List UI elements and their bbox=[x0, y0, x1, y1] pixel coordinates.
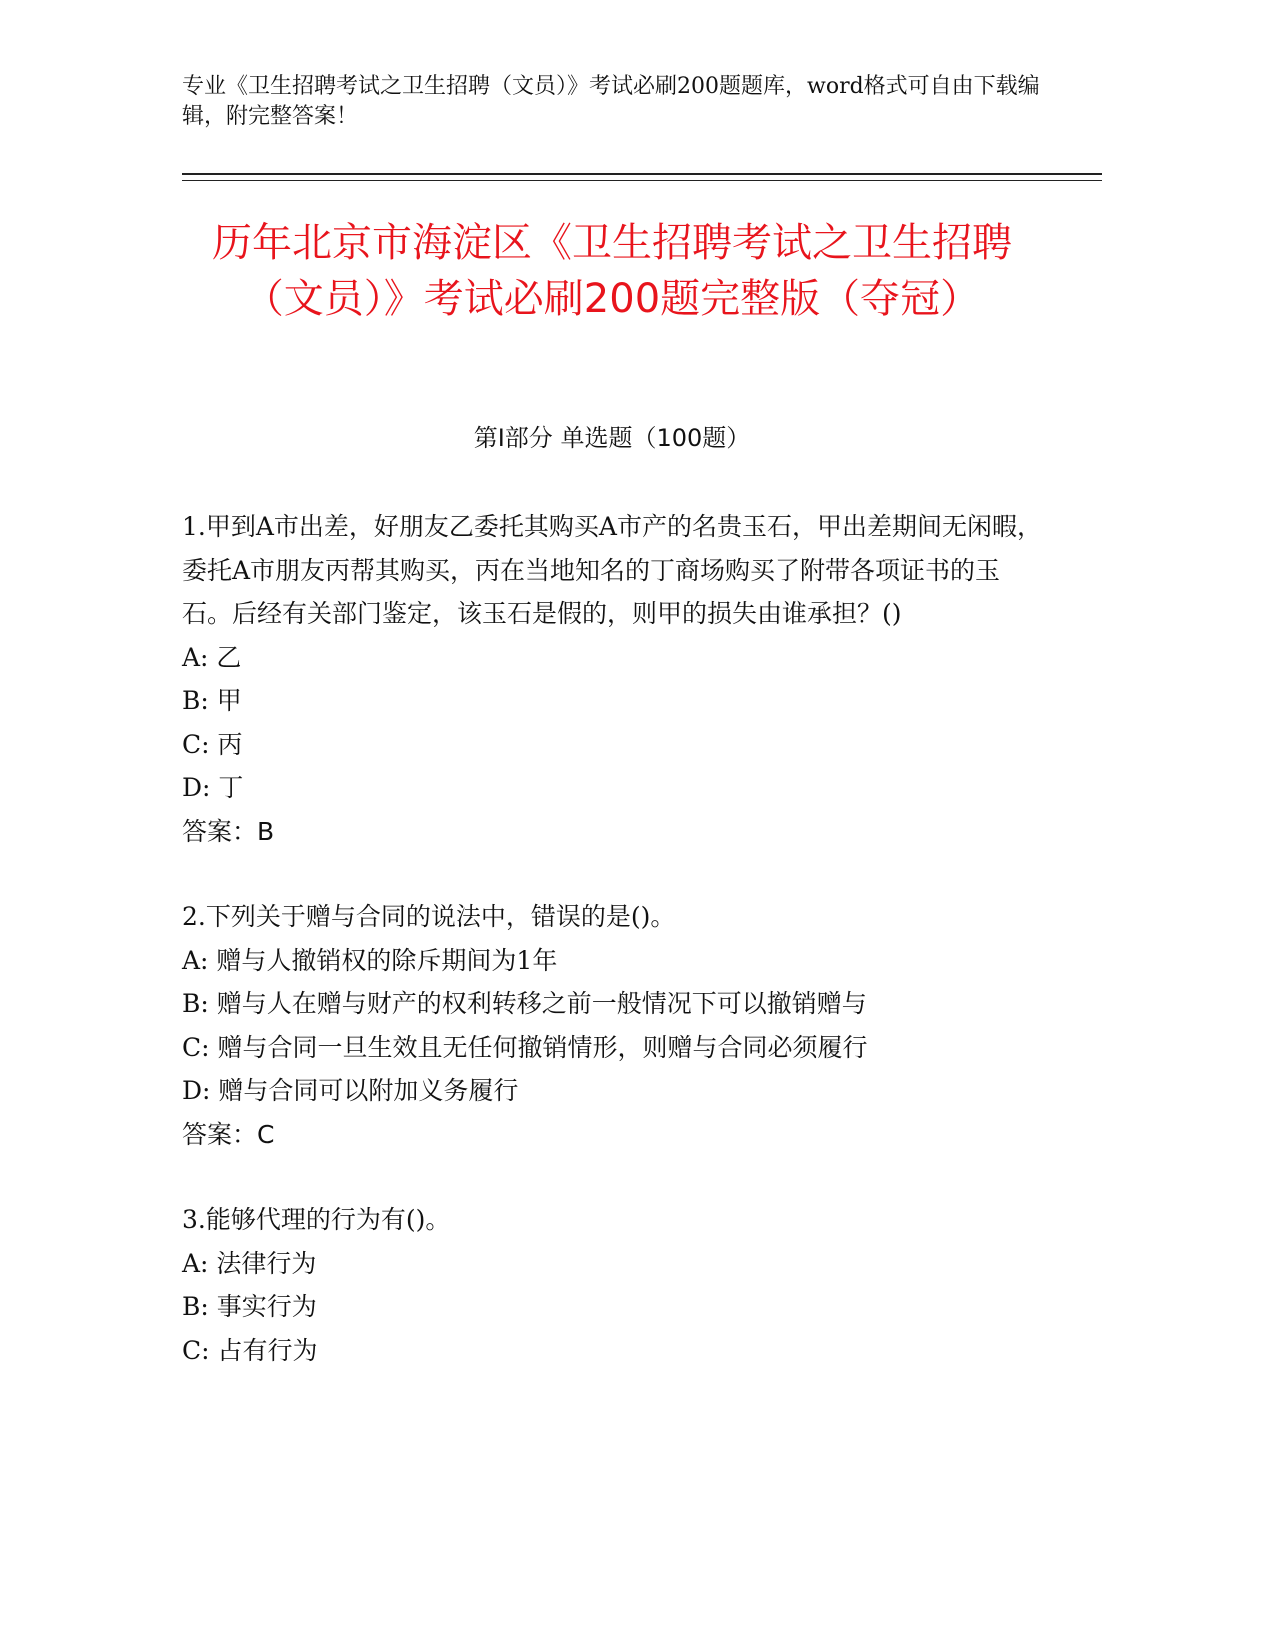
option-b: B: 赠与人在赠与财产的权利转移之前一般情况下可以撤销赠与 bbox=[182, 989, 867, 1018]
option-d: D: 赠与合同可以附加义务履行 bbox=[182, 1076, 519, 1105]
header-note: 专业《卫生招聘考试之卫生招聘（文员）》考试必刷200题题库，word格式可自由下载编辑，附完整答案！ bbox=[182, 74, 1040, 129]
header-rule-thin bbox=[182, 180, 1102, 181]
option-d: D: 丁 bbox=[182, 773, 244, 802]
question-3 bbox=[182, 1198, 1042, 1372]
document-title: 历年北京市海淀区《卫生招聘考试之卫生招聘（文员）》考试必刷200题完整版（夺冠） bbox=[212, 220, 1012, 322]
option-c: C: 丙 bbox=[182, 729, 243, 759]
question-stem: 1.甲到A市出差，好朋友乙委托其购买A市产的名贵玉石，甲出差期间无闲暇，委托A市朋友丙帮其购买，丙在当地知名的丁商场购买了附带各项证书的玉石。后经有关部门鉴定，该玉石是假的，则甲的损失由谁承担？() bbox=[182, 512, 1042, 628]
option-c: C: 赠与合同一旦生效且无任何撤销情形，则赠与合同必须履行 bbox=[182, 1032, 868, 1062]
question-stem: 2.下列关于赠与合同的说法中，错误的是()。 bbox=[182, 902, 676, 931]
header-rule-thick bbox=[182, 173, 1102, 175]
answer-label: 答案：C bbox=[182, 1119, 275, 1149]
question-stem: 3.能够代理的行为有()。 bbox=[182, 1205, 451, 1234]
section-heading: 第Ⅰ部分 单选题（100题） bbox=[473, 424, 751, 452]
answer-label: 答案：B bbox=[182, 816, 275, 846]
option-b: B: 事实行为 bbox=[182, 1292, 317, 1321]
question-1 bbox=[182, 505, 1042, 853]
option-b: B: 甲 bbox=[182, 686, 242, 715]
question-list bbox=[182, 505, 1042, 1414]
question-2 bbox=[182, 895, 1042, 1156]
option-c: C: 占有行为 bbox=[182, 1335, 318, 1365]
option-a: A: 法律行为 bbox=[182, 1248, 317, 1278]
option-a: A: 乙 bbox=[182, 642, 242, 672]
option-a: A: 赠与人撤销权的除斥期间为1年 bbox=[182, 945, 558, 975]
